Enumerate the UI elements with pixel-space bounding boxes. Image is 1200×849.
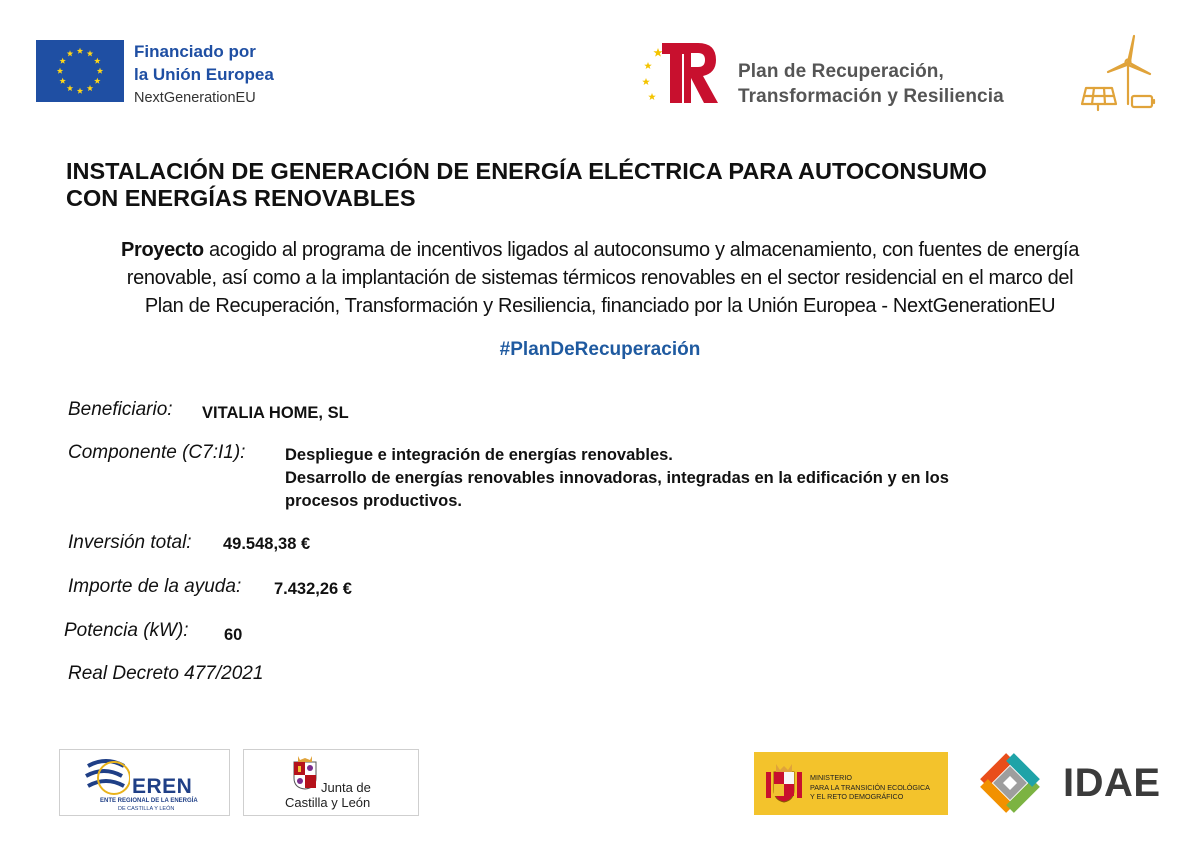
jcyl-line2: Castilla y León (285, 795, 371, 810)
eren-subtitle-2: DE CASTILLA Y LEÓN (118, 806, 175, 812)
eren-subtitle-1: ENTE REGIONAL DE LA ENERGÍA (100, 798, 198, 804)
potencia-label: Potencia (kW): (64, 620, 189, 641)
idae-word: IDAE (1063, 761, 1161, 805)
idae-emblem-icon (964, 751, 1056, 815)
eren-word: EREN (132, 775, 193, 798)
ministerio-logo (754, 752, 948, 815)
componente-value-2: Desarrollo de energías renovables innovadoras, integradas en la edificación y en los (285, 469, 949, 487)
eu-flag-icon (36, 40, 124, 102)
junta-castilla-leon-logo (243, 749, 419, 816)
ministerio-line3: Y EL RETO DEMOGRÁFICO (810, 792, 904, 801)
recovery-plan-text (738, 59, 1004, 109)
project-desc-line2: renovable, así como a la implantación de sistemas térmicos renovables en el sector residencial en el marco del (126, 267, 1074, 289)
real-decreto-label: Real Decreto 477/2021 (68, 663, 264, 684)
beneficiario-value: VITALIA HOME, SL (202, 404, 349, 422)
spain-coat-of-arms-icon (764, 762, 804, 806)
hashtag: #PlanDeRecuperación (499, 339, 701, 360)
componente-label: Componente (C7:I1): (68, 442, 246, 463)
jcyl-line1: Junta de (321, 780, 371, 795)
potencia-value: 60 (224, 626, 243, 644)
main-title-line2: CON ENERGÍAS RENOVABLES (66, 185, 416, 211)
ayuda-label: Importe de la ayuda: (68, 576, 242, 597)
componente-value-1: Despliegue e integración de energías renovables. (285, 446, 673, 464)
eu-logo-line1: Financiado por (134, 42, 256, 61)
recovery-plan-line2: Transformación y Resiliencia (738, 86, 1004, 107)
eren-emblem-icon (82, 756, 130, 800)
main-title (66, 158, 1166, 212)
eu-logo-line2: la Unión Europea (134, 65, 274, 84)
recovery-plan-tr-icon (640, 40, 720, 106)
main-title-line1: INSTALACIÓN DE GENERACIÓN DE ENERGÍA ELÉCTRICA PARA AUTOCONSUMO (66, 158, 987, 184)
beneficiario-label: Beneficiario: (68, 399, 173, 420)
inversion-label: Inversión total: (68, 532, 192, 553)
eren-logo (59, 749, 230, 816)
project-lead: Proyecto (121, 239, 204, 261)
project-desc-line1: acogido al programa de incentivos ligados al autoconsumo y almacenamiento, con fuentes de energía (203, 239, 1079, 261)
eu-logo-line3: NextGenerationEU (134, 90, 256, 106)
ayuda-value: 7.432,26 € (274, 580, 352, 598)
ministerio-line2: PARA LA TRANSICIÓN ECOLÓGICA (810, 782, 930, 792)
recovery-plan-line1: Plan de Recuperación, (738, 61, 944, 82)
project-description (40, 236, 1160, 320)
eu-funding-logo (36, 40, 274, 109)
castilla-leon-shield-icon (292, 756, 318, 790)
componente-value-3: procesos productivos. (285, 492, 462, 510)
wind-solar-battery-icon (1078, 32, 1158, 112)
ministerio-line1: MINISTERIO (810, 773, 852, 782)
project-desc-line3: Plan de Recuperación, Transformación y Resiliencia, financiado por la Unión Europea - NextGenerationEU (144, 295, 1056, 317)
inversion-value: 49.548,38 € (223, 535, 311, 553)
